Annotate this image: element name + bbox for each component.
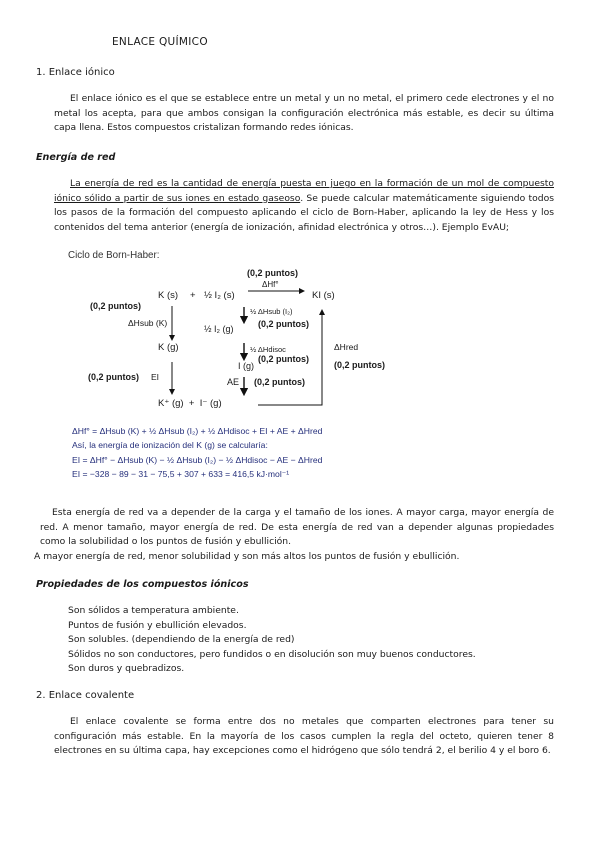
i2-solid: ½ I₂ (s) xyxy=(204,290,235,301)
equation-intro: Así, la energía de ionización del K (g) se calcularía: xyxy=(72,440,268,451)
paragraph-enlace-ionico: El enlace iónico es el que se establece entre un metal y un no metal, el primero cede electrones y el no metal los acepta, para que ambos consigan la configuración electrónica más estable, es decir su última capa llena. Estos compuestos cristalizan formando redes iónicas. xyxy=(54,93,554,133)
half-hsub-i2-label: ½ ΔHsub (I₂) xyxy=(250,307,293,316)
born-haber-caption: Ciclo de Born-Haber: xyxy=(68,250,160,261)
paragraph-energia-red-dependencia: Esta energía de red va a depender de la carga y el tamaño de los iones. A mayor carga, mayor energía de red. A menor tamaño, mayor energía de red. De esta energía de red van a depender algunas propiedades como la solubilidad o los puntos de fusión y ebullición. xyxy=(40,507,554,547)
list-propiedades xyxy=(68,604,476,677)
i-gas: I (g) xyxy=(238,361,255,371)
born-haber-equations xyxy=(72,424,492,481)
equation-result: EI = −328 − 89 − 31 − 75,5 + 307 + 633 = 416,5 kJ·mol⁻¹ xyxy=(72,468,290,479)
equation-hess: ΔHf° = ΔHsub (K) + ½ ΔHsub (I₂) + ½ ΔHdisoc + EI + AE + ΔHred xyxy=(72,426,323,436)
ki-solid: KI (s) xyxy=(312,290,335,301)
points-left: (0,2 puntos) xyxy=(90,301,141,311)
k-solid: K (s) xyxy=(158,290,179,301)
points-right: (0,2 puntos) xyxy=(334,360,385,370)
paragraph-enlace-covalente: El enlace covalente se forma entre dos no metales que comparten electrones para tener su configuración más estable. En la mayoría de los casos cumplen la regla del octeto, quieren tener 8 electrones en su última capa, hay excepciones como el hidrógeno que sólo tendrá 2, el berilio 4 y el boro 6. xyxy=(54,716,554,756)
hsub-k-label: ΔHsub (K) xyxy=(128,318,168,328)
definition-continuation: . Se puede calcular matemáticamente siguiendo todos los pasos de la formación del compuesto aplicando el ciclo de Born-Haber, aplicando la ley de Hess y los contenidos del tema anterior (energía de ionización, afinidad electrónica y otros…). Ejemplo EvAU; xyxy=(54,192,554,233)
k-gas: K (g) xyxy=(158,342,179,353)
half-hdisoc-label: ½ ΔHdisoc xyxy=(250,345,286,354)
list-item: Puntos de fusión y ebullición elevados. xyxy=(68,619,247,631)
ae-label: AE xyxy=(227,377,240,387)
half-i2-gas: ½ I₂ (g) xyxy=(204,324,234,334)
subheading-propiedades: Propiedades de los compuestos iónicos xyxy=(36,579,249,590)
equation-ei: EI = ΔHf° − ΔHsub (K) − ½ ΔHsub (I₂) − ½ ΔHdisoc − AE − ΔHred xyxy=(72,454,323,465)
section-heading-enlace-covalente: 2. Enlace covalente xyxy=(36,690,135,701)
definition-energia-de-red: La energía de red es la cantidad de energía puesta en juego en la formación de un mol de compuesto iónico sólido a partir de sus iones en estado gaseoso xyxy=(54,178,554,204)
points-mid-1: (0,2 puntos) xyxy=(258,319,309,329)
page-title: ENLACE QUÍMICO xyxy=(112,36,208,48)
points-ei: (0,2 puntos) xyxy=(88,372,139,382)
subheading-energia-de-red: Energía de red xyxy=(36,152,116,163)
list-item: Son duros y quebradizos. xyxy=(68,663,185,674)
hred-label: ΔHred xyxy=(334,342,359,352)
list-item: Son sólidos a temperatura ambiente. xyxy=(68,605,239,616)
points-ae: (0,2 puntos) xyxy=(254,377,305,387)
plus-sign: + xyxy=(190,290,196,301)
ions-gas: K⁺ (g) + I⁻ (g) xyxy=(158,398,222,409)
paragraph-energia-red-solubilidad: A mayor energía de red, menor solubilidad y son más altos los puntos de fusión y ebullición. xyxy=(34,551,460,562)
ei-label: EI xyxy=(151,372,160,382)
section-heading-enlace-ionico: 1. Enlace iónico xyxy=(36,67,115,78)
points-top: (0,2 puntos) xyxy=(247,268,298,278)
list-item: Son solubles. (dependiendo de la energía de red) xyxy=(68,634,295,645)
points-mid-2: (0,2 puntos) xyxy=(258,354,309,364)
delta-hf-label: ΔHf° xyxy=(262,280,279,289)
list-item: Sólidos no son conductores, pero fundidos o en disolución son muy buenos conductores. xyxy=(68,648,476,660)
